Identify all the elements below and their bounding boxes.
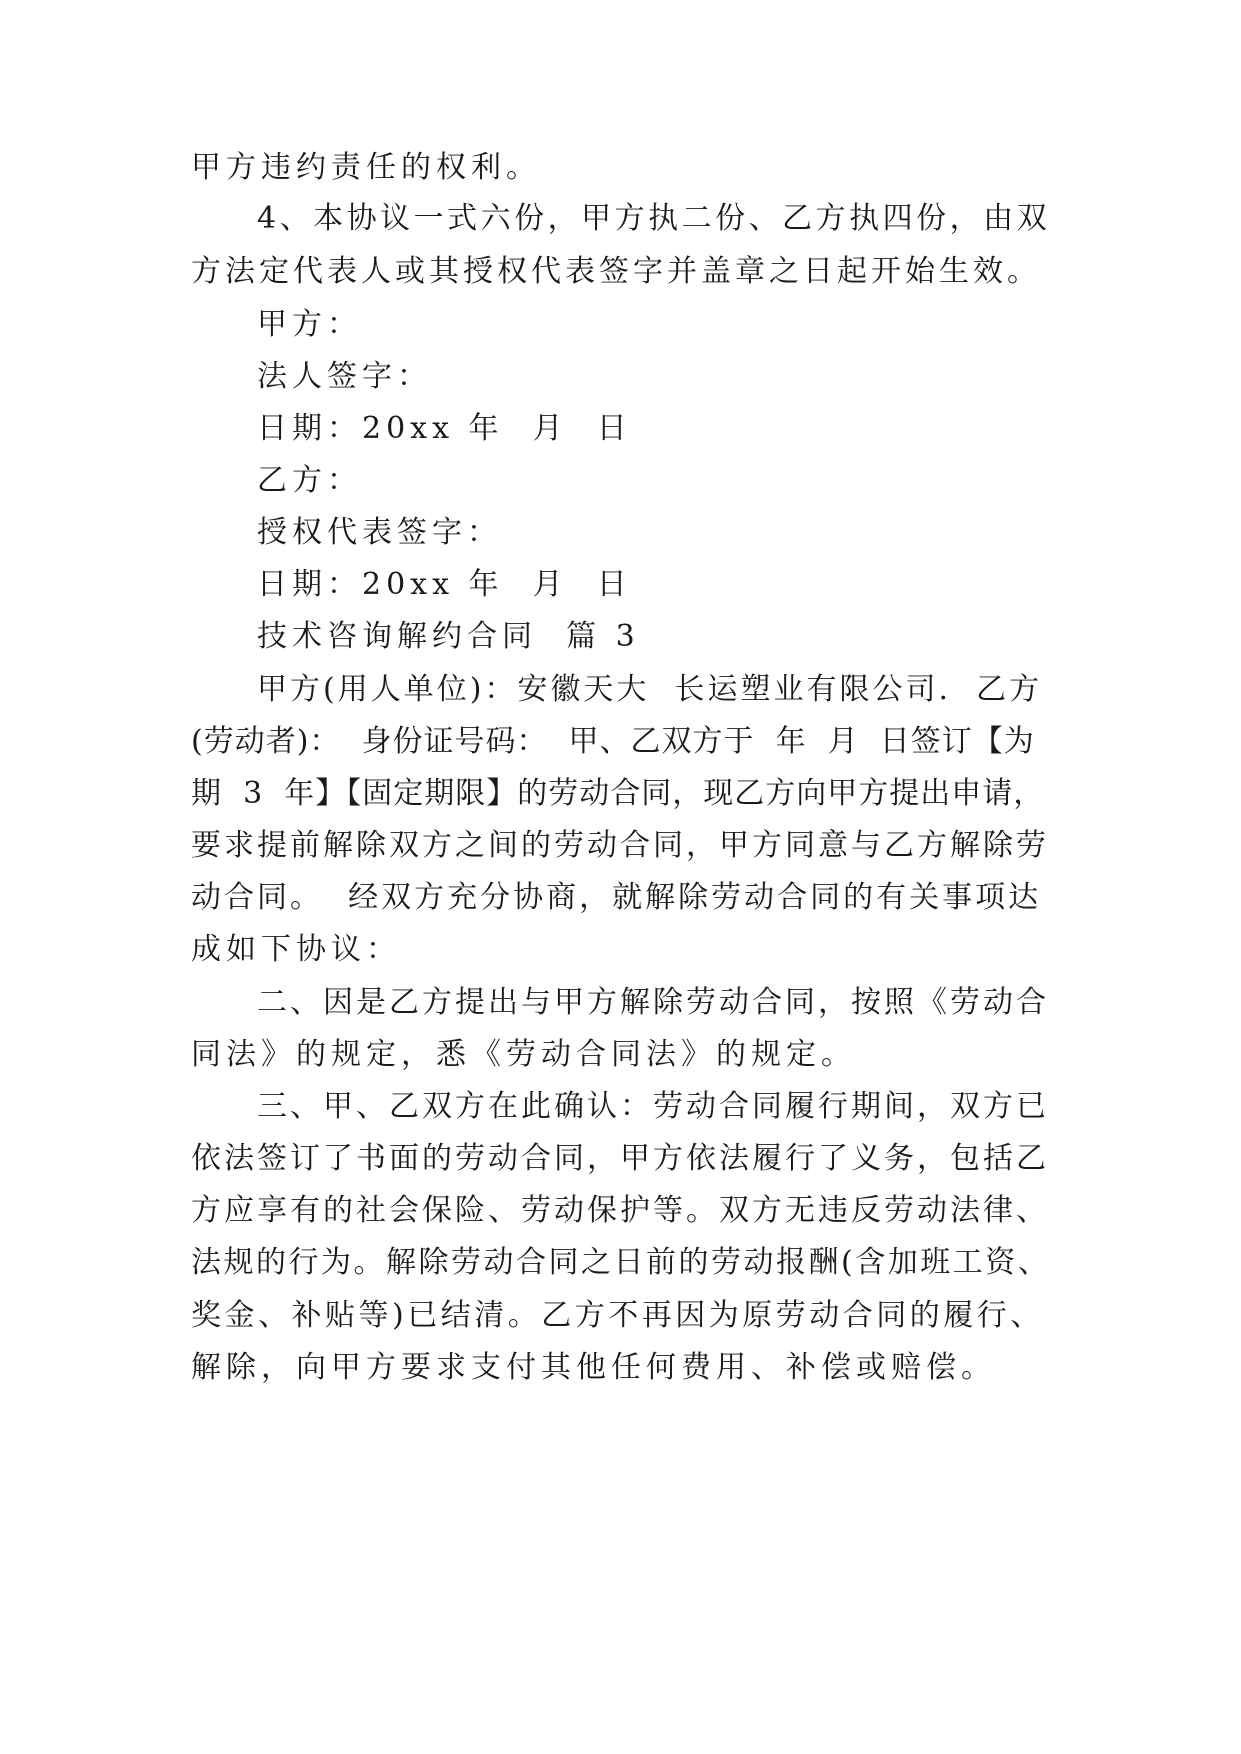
paragraph-line: 甲方(用人单位)：安徽天大 长运塑业有限公司. 乙方: [257, 672, 1043, 707]
paragraph-line: (劳动者)： 身份证号码： 甲、乙双方于 年 月 日签订【为: [191, 724, 1035, 759]
paragraph-line: 同法》的规定，悉《劳动合同法》的规定。: [191, 1037, 856, 1072]
paragraph-line: 三、甲、乙双方在此确认：劳动合同履行期间，双方已: [257, 1089, 1049, 1124]
paragraph-line: 解除，向甲方要求支付其他任何费用、补偿或赔偿。: [191, 1350, 996, 1385]
paragraph-line: 动合同。 经双方充分协商，就解除劳动合同的有关事项达: [191, 880, 1042, 915]
paragraph-line: 方应享有的社会保险、劳动保护等。双方无违反劳动法律、: [191, 1193, 1049, 1228]
paragraph-line: 法规的行为。解除劳动合同之日前的劳动报酬(含加班工资、: [191, 1245, 1051, 1280]
section-title: 技术咨询解约合同 篇 3: [257, 619, 640, 654]
signature-label: 甲方：: [257, 307, 362, 342]
paragraph-line: 要求提前解除双方之间的劳动合同，甲方同意与乙方解除劳: [191, 828, 1049, 863]
signature-label: 法人签字：: [257, 359, 432, 394]
signature-label: 乙方：: [257, 463, 362, 498]
paragraph-line: 甲方违约责任的权利。: [191, 150, 541, 185]
paragraph-line: 方法定代表人或其授权代表签字并盖章之日起开始生效。: [191, 254, 1041, 289]
paragraph-line: 期 3 年】【固定期限】的劳动合同，现乙方向甲方提出申请，: [191, 776, 1045, 811]
paragraph-line: 4、本协议一式六份，甲方执二份、乙方执四份，由双: [257, 201, 1051, 236]
date-line: 日期：20xx 年 月 日: [257, 411, 632, 446]
paragraph-line: 依法签订了书面的劳动合同，甲方依法履行了义务，包括乙: [191, 1141, 1049, 1176]
paragraph-line: 奖金、补贴等)已结清。乙方不再因为原劳动合同的履行、: [191, 1298, 1044, 1333]
date-line: 日期：20xx 年 月 日: [257, 567, 632, 602]
paragraph-line: 二、因是乙方提出与甲方解除劳动合同，按照《劳动合: [257, 985, 1049, 1020]
signature-label: 授权代表签字：: [257, 515, 502, 550]
paragraph-line: 成如下协议：: [191, 932, 401, 967]
